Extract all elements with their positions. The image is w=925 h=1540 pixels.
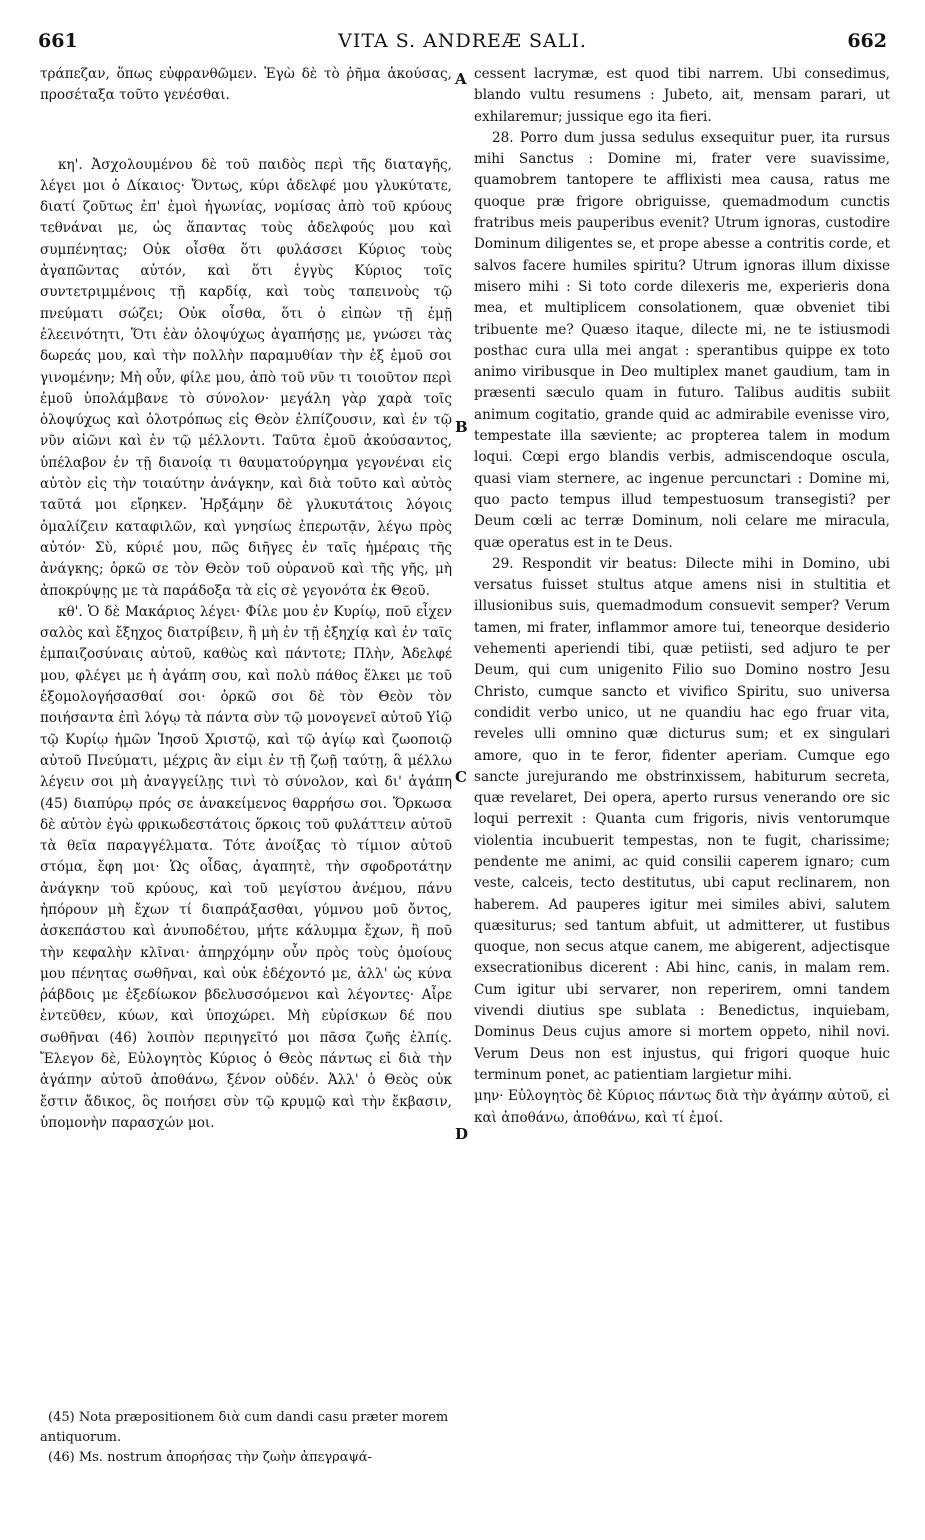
greek-paragraph-intro: τράπεζαν, ὅπως εὐφρανθῶμεν. Ἐγὼ δὲ τὸ ῥῆμα ἀκούσας, προσέταξα τοῦτο γενέσθαι. [40,66,452,104]
footnotes [40,1408,452,1468]
latin-column [474,64,890,1129]
footnote-45: (45) Nota præpositionem διὰ cum dandi casu præter morem antiquorum. [40,1410,449,1445]
margin-marker-d: D [455,1125,469,1143]
page-number-left: 661 [38,30,78,52]
footnote-46: (46) Ms. nostrum ἀπορήσας τὴν ζωὴν ἀπεγραψά- [48,1450,372,1465]
page-header [0,30,925,60]
margin-marker-c: C [455,768,467,786]
greek-paragraph-28: κη'. Ἀσχολουμένου δὲ τοῦ παιδὸς περὶ τῆς διαταγῆς, λέγει μοι ὁ Δίκαιος· Ὄντως, κύρι ἀδελφέ μου γλυκύτατε, διατί ζοῦτως ἐπ' ἐμοὶ ἠγωνίας, νομίσας ἀπὸ τοῦ κρύους τεθνάναι με, ὡς ἅπαντας τοὺς ἀδελφούς μου καὶ συμπένητας; Οὐκ οἶσθα ὅτι φυλάσσει Κύριος τοὺς ἀγαπῶντας αὐτόν, καὶ ὅτι ἐγγὺς Κύριος τοῖς συντετριμμένοις τῇ καρδίᾳ, καὶ τοὺς ταπεινοὺς τῷ πνεύματι σώζει; Οὐκ οἶσθα, ὅτι ὁ εἰπὼν τῇ ἐμῇ ἐλεεινότητι, Ὅτι ἐὰν ὁλοψύχως ἀγαπήσῃς με, γνώσει τὰς δωρεάς μου, καὶ τὴν πολλὴν παραμυθίαν τὴν ἐξ ἐμοῦ σοι γινομένην; Μὴ οὖν, φίλε μου, ἀπὸ τοῦ νῦν τι τοιοῦτον περὶ ἐμοῦ ὑπολάμβανε τὸ σύνολον· μεγάλη γὰρ χαρὰ τοῖς ὁλοψύχως καὶ ὁλοτρόπως εἰς Θεὸν ἐλπίζουσιν, καὶ ἐν τῷ νῦν αἰῶνι καὶ ἐν τῷ μέλλοντι. Ταῦτα ἐμοῦ ἀκούσαντος, ὑπέλαβον ἐν τῇ διανοίᾳ τι θαυματούργημα γεγονέναι εἰς αὐτὸν εἰς τὴν τοιαύτην ἀνάγκην, καὶ διὰ τοῦτο καὶ αὐτὸς ταῦτά μοι εἴρηκεν. Ἠρξάμην δὲ γλυκυτάτοις λόγοις ὁμαλίζειν καταφιλῶν, καὶ γνησίως ἐπερωτᾷν, λέγω πρὸς αὐτόν· Σὺ, κύριέ μου, πῶς διῆγες ἐν ταῖς ἡμέραις τῆς ἀνάγκης; ὁρκῶ σε τὸν Θεὸν τοῦ οὐρανοῦ καὶ τῆς γῆς, μὴ ἀποκρύψῃς με τὰ παράδοξα τὰ εἰς σὲ γεγονότα ἐκ Θεοῦ. [40,156,452,599]
greek-paragraph-29: κθ'. Ὁ δὲ Μακάριος λέγει· Φίλε μου ἐν Κυρίῳ, ποῦ εἶχεν σαλὸς καὶ ἔξηχος διατρίβειν, ἢ μὴ ἐν τῇ ἐξηχίᾳ καὶ ἐν ταῖς ἐμπαιζοσύναις αὐτοῦ, καθὼς καὶ πάντοτε; Πλὴν, Ἀδελφέ μου, φλέγει με ἡ ἀγάπη σου, καὶ πολὺ πάθος ἕλκει με τοῦ ἐξομολογήσασθαί σοι· ὁρκῶ σοι δὲ τὸν Θεὸν τὸν ποιήσαντα ἐπὶ λόγῳ τὰ πάντα σὺν τῷ μονογενεῖ αὐτοῦ Υἱῷ τῷ Κυρίῳ ἡμῶν Ἰησοῦ Χριστῷ, καὶ τῷ ἁγίῳ καὶ ζωοποιῷ αὐτοῦ Πνεύματι, μέχρις ἂν εἰμι ἐν τῇ ζωῇ ταύτῃ, ἃ μέλλω λέγειν σοι μὴ ἀναγγείλῃς τινὶ τὸ σύνολον, καὶ δι' ἀγάπη (45) διαπύρῳ πρός σε ἀνακείμενος θαρρήσω σοι. Ὅρκωσα δὲ αὐτὸν ἐγὼ φρικωδεστάτοις ὅρκοις τοῦ φυλάττειν αὐτοῦ τὰ θεῖα παραγγέλματα. Τότε ἀνοίξας τὸ τίμιον αὐτοῦ στόμα, ἔφη μοι· Ὡς οἶδας, ἀγαπητὲ, τὴν σφοδροτάτην ἀνάγκην τοῦ κρύους, καὶ τοῦ μεγίστου ἀνέμου, πάνυ ἠπόρουν μὴ ἔχων τί διαπράξασθαι, γύμνου μοῦ ὄντος, ἀσκεπάστου καὶ ἀνυποδέτου, μήτε κάλυμμα ἔχων, ἢ ποῦ τὴν κεφαλὴν κλῖναι· ἀπηρχόμην οὖν πρὸς τοὺς ὁμοίους μου πένητας σωθῆναι, καὶ οὐκ ἐδέχοντό με, ἀλλ' ὡς κύνα ῥάβδοις με ἐξεδίωκον βδελυσσόμενοι καὶ λέγοντες· Αἶρε ἐντεῦθεν, κύων, καὶ ὑποχώρει. Μὴ εὑρίσκων δέ που σωθῆναι (46) λοιπὸν περιηγεῖτό μοι πᾶσα ζωῆς ἐλπίς. Ἔλεγον δὲ, Εὐλογητὸς Κύριος ὁ Θεὸς πάντως εἰ διὰ τὴν ἀγάπην αὐτοῦ ἀποθάνω, ξένον οὐδέν. Ἀλλ' ὁ Θεὸς οὐκ ἔστιν ἄδικος, ὃς ποιήσει σὺν τῷ κρυμῷ καὶ τὴν ἔκβασιν, ὑπομονὴν παρασχών μοι. [40,603,452,1131]
page-number-right: 662 [847,30,887,52]
greek-column [40,64,452,1134]
latin-paragraph-intro: cessent lacrymæ, est quod tibi narrem. Ubi consedimus, blando vultu resumens : Jubeto, ait, mensam parari, ut exhilaremur; jussique ego ita fieri. [474,66,890,125]
margin-marker-b: B [455,418,468,436]
latin-paragraph-28: 28. Porro dum jussa sedulus exsequitur puer, ita rursus mihi Sanctus : Domine mi, frater vere suavissime, quamobrem tantopere te afflixisti mea causa, ratus me quoque præ frigore obriguisse, quemadmodum cunctis fratribus meis pauperibus evenit? Utrum ignoras, custodire Dominum diligentes se, et prope abesse a contritis corde, et salvos facere humiles spiritu? Utrum ignoras illum dixisse misero mihi : Si toto corde dilexeris me, experieris dona mea, et multiplicem consolationem, quæ obveniet tibi tribuente me? Quæso itaque, dilecte mi, ne te istiusmodi posthac cura ulla mei angat : sperantibus quippe ex toto animo viribusque in Deo multiplex manet gaudium, tam in præsenti sæculo quam in futuro. Talibus auditis subiit animum cogitatio, grande quid ac admirabile evenisse viro, tempestate illa sæviente; ac propterea talem in modum loqui. Cœpi ergo blandis verbis, admiscendoque oscula, quasi viam sternere, ac ingenue percunctari : Domine mi, quo pacto tempus illud tempestuosum transegisti? per Deum cœli ac terræ Dominum, noli celare me miracula, quæ operatus est in te Deus. [474,129,890,551]
paragraph-gap [40,107,452,155]
latin-paragraph-29: 29. Respondit vir beatus: Dilecte mihi in Domino, ubi versatus fuisset stultus atque amens nisi in stultitia et illusionibus suis, quemadmodum consuevit semper? Verum tamen, mi frater, inflammor amore tui, teneorque desiderio vehementi aperiendi tibi, quæ petiisti, sed adjuro te per Deum, qui cum unigenito Filio suo Domino nostro Jesu Christo, cumque sancto et vivifico Spiritu, suo universa condidit verbo unico, ut ne quandiu hac ego fruar vita, reveles ulli omnino quæ dicturus sum; et ex singulari amore, quo in te feror, fidenter aperiam. Cumque ego sancte jurejurando me obstrinxissem, habiturum secreta, quæ revelaret, Dei opera, aperto rursus venerando ore sic loqui perrexit : Quanta cum frigoris, nivis ventorumque violentia incubuerit tempestas, non te fugit, charissime; pendente me animi, ac quid consilii caperem ignaro; cum veste, calceis, tecto destitutus, ubi caput reclinarem, non haberem. Ad pauperes igitur mei similes abivi, salutem quæsiturus; sed tantum abfuit, ut admitterer, ut fustibus quoque, non secus atque canem, me abigerent, adjectisque exsecrationibus dicerent : Abi hinc, canis, in malam rem. Cum igitur ubi servarer, non reperirem, omni tandem vivendi diutius spe sublata : Benedictus, inquiebam, Dominus Deus cujus amore si mortem oppeto, nihil novi. Verum Deus non est injustus, qui frigori quoque huic terminum ponet, ac patientiam largietur mihi. [474,555,890,1083]
running-title: VITA S. ANDREÆ SALI. [338,30,587,52]
greek-continuation: μην· Εὐλογητὸς δὲ Κύριος πάντως διὰ τὴν ἀγάπην αὐτοῦ, εἰ καὶ ἀποθάνω, ἀποθάνω, καὶ τί ἐμοί. [474,1088,890,1126]
margin-marker-a: A [455,70,467,88]
